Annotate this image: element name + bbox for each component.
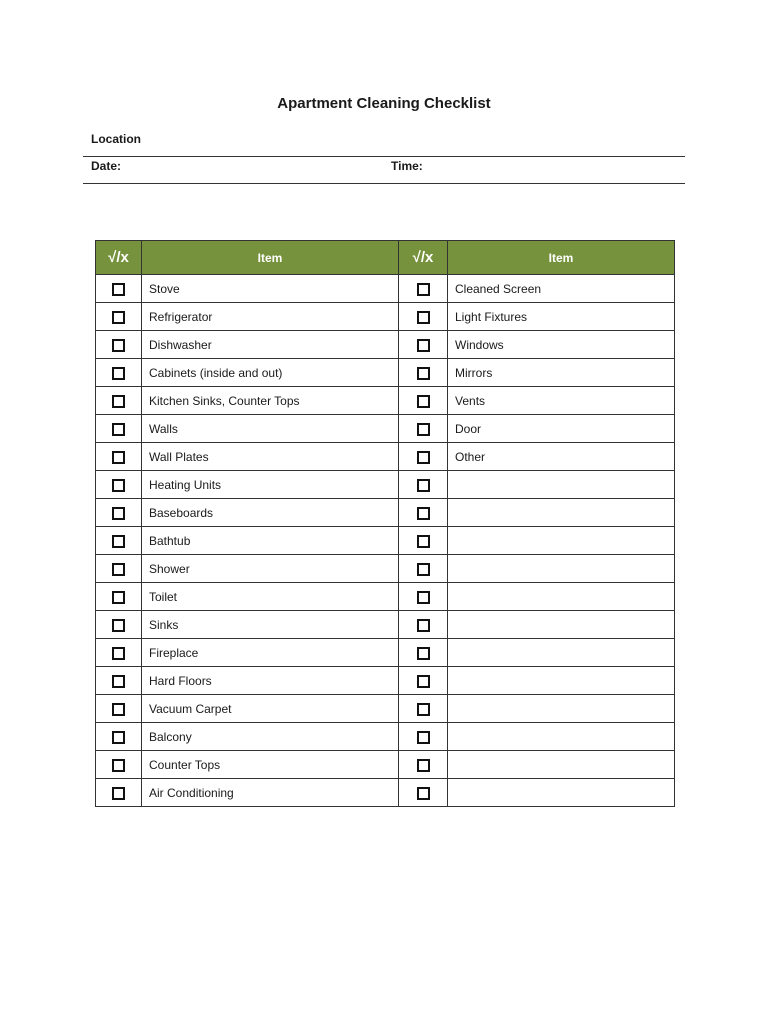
checkbox-cell-right (399, 639, 448, 667)
checkbox-cell-right (399, 303, 448, 331)
checkbox-empty-icon[interactable] (417, 367, 430, 380)
checkbox-cell-left (96, 359, 142, 387)
checkbox-empty-icon[interactable] (112, 647, 125, 660)
checkbox-cell-right (399, 695, 448, 723)
table-row (96, 667, 675, 695)
item-cell-left: Balcony (142, 723, 399, 751)
cleaning-checklist-table (95, 240, 675, 807)
checkbox-cell-right (399, 443, 448, 471)
table-row (96, 499, 675, 527)
item-cell-left: Sinks (142, 611, 399, 639)
table-row (96, 387, 675, 415)
checkbox-empty-icon[interactable] (112, 283, 125, 296)
item-cell-left: Fireplace (142, 639, 399, 667)
table-row (96, 639, 675, 667)
checkbox-cell-right (399, 583, 448, 611)
checkbox-empty-icon[interactable] (112, 703, 125, 716)
checkbox-empty-icon[interactable] (112, 507, 125, 520)
checkbox-empty-icon[interactable] (417, 507, 430, 520)
table-row (96, 695, 675, 723)
item-cell-right: Mirrors (448, 359, 675, 387)
checkbox-cell-left (96, 499, 142, 527)
checkbox-empty-icon[interactable] (417, 451, 430, 464)
checkbox-empty-icon[interactable] (417, 563, 430, 576)
item-cell-left: Hard Floors (142, 667, 399, 695)
checkbox-cell-left (96, 751, 142, 779)
checkbox-empty-icon[interactable] (417, 423, 430, 436)
item-cell-left: Toilet (142, 583, 399, 611)
item-cell-left: Kitchen Sinks, Counter Tops (142, 387, 399, 415)
checkbox-empty-icon[interactable] (417, 787, 430, 800)
item-cell-left: Counter Tops (142, 751, 399, 779)
checkbox-cell-right (399, 779, 448, 807)
checkbox-empty-icon[interactable] (112, 339, 125, 352)
checkbox-cell-right (399, 471, 448, 499)
document-title: Apartment Cleaning Checklist (277, 95, 491, 112)
checkbox-empty-icon[interactable] (112, 563, 125, 576)
item-cell-left: Refrigerator (142, 303, 399, 331)
item-cell-right: Other (448, 443, 675, 471)
checkbox-cell-right (399, 331, 448, 359)
checkbox-cell-right (399, 611, 448, 639)
checkbox-cell-left (96, 695, 142, 723)
checkbox-cell-left (96, 471, 142, 499)
header-item-left: Item (142, 241, 399, 275)
checkbox-empty-icon[interactable] (417, 619, 430, 632)
checkbox-empty-icon[interactable] (112, 675, 125, 688)
checkbox-empty-icon[interactable] (417, 311, 430, 324)
table-header-row (96, 241, 675, 275)
checkbox-empty-icon[interactable] (112, 311, 125, 324)
checkbox-cell-right (399, 667, 448, 695)
item-cell-left: Stove (142, 275, 399, 303)
checklist-rows (96, 275, 675, 807)
item-cell-left: Bathtub (142, 527, 399, 555)
checkbox-empty-icon[interactable] (112, 423, 125, 436)
checkbox-empty-icon[interactable] (417, 703, 430, 716)
checkbox-empty-icon[interactable] (417, 591, 430, 604)
checkbox-cell-left (96, 611, 142, 639)
table-row (96, 443, 675, 471)
checkbox-cell-left (96, 415, 142, 443)
date-time-divider (83, 183, 685, 184)
checkbox-empty-icon[interactable] (417, 339, 430, 352)
item-cell-left: Cabinets (inside and out) (142, 359, 399, 387)
checkbox-empty-icon[interactable] (112, 759, 125, 772)
item-cell-right: Light Fixtures (448, 303, 675, 331)
item-cell-right (448, 471, 675, 499)
checkbox-cell-right (399, 359, 448, 387)
item-cell-left: Dishwasher (142, 331, 399, 359)
checkbox-empty-icon[interactable] (112, 731, 125, 744)
checkbox-cell-right (399, 751, 448, 779)
checkbox-empty-icon[interactable] (112, 535, 125, 548)
table-row (96, 611, 675, 639)
item-cell-right (448, 751, 675, 779)
item-cell-right (448, 695, 675, 723)
item-cell-right: Windows (448, 331, 675, 359)
header-mark-left: √/x (96, 241, 142, 275)
location-divider (83, 156, 685, 157)
checkbox-cell-right (399, 723, 448, 751)
checkbox-empty-icon[interactable] (112, 479, 125, 492)
checkbox-empty-icon[interactable] (112, 787, 125, 800)
checkbox-empty-icon[interactable] (417, 283, 430, 296)
checkbox-cell-left (96, 275, 142, 303)
location-label: Location (91, 132, 141, 146)
checkbox-cell-right (399, 499, 448, 527)
checkbox-cell-right (399, 387, 448, 415)
checkbox-cell-left (96, 639, 142, 667)
item-cell-right: Vents (448, 387, 675, 415)
checkbox-empty-icon[interactable] (112, 451, 125, 464)
item-cell-right (448, 723, 675, 751)
checkbox-empty-icon[interactable] (417, 759, 430, 772)
checkbox-cell-left (96, 723, 142, 751)
item-cell-left: Shower (142, 555, 399, 583)
item-cell-right: Cleaned Screen (448, 275, 675, 303)
item-cell-right (448, 639, 675, 667)
table-row (96, 751, 675, 779)
item-cell-left: Air Conditioning (142, 779, 399, 807)
checkbox-empty-icon[interactable] (112, 367, 125, 380)
table-row (96, 583, 675, 611)
checkbox-cell-left (96, 555, 142, 583)
checkbox-empty-icon[interactable] (417, 395, 430, 408)
checkbox-cell-right (399, 555, 448, 583)
checkbox-cell-left (96, 303, 142, 331)
checkbox-cell-left (96, 443, 142, 471)
checkbox-empty-icon[interactable] (417, 731, 430, 744)
checkbox-empty-icon[interactable] (112, 619, 125, 632)
item-cell-right (448, 499, 675, 527)
table-row (96, 303, 675, 331)
checkbox-cell-left (96, 331, 142, 359)
table-row (96, 723, 675, 751)
checkbox-cell-left (96, 779, 142, 807)
item-cell-right (448, 527, 675, 555)
checkbox-empty-icon[interactable] (417, 647, 430, 660)
header-mark-right: √/x (399, 241, 448, 275)
checkbox-cell-left (96, 527, 142, 555)
table-row (96, 331, 675, 359)
item-cell-left: Wall Plates (142, 443, 399, 471)
item-cell-right (448, 779, 675, 807)
date-label: Date: (91, 159, 122, 173)
checkbox-empty-icon[interactable] (112, 395, 125, 408)
checkbox-cell-right (399, 275, 448, 303)
checkbox-cell-left (96, 387, 142, 415)
item-cell-left: Walls (142, 415, 399, 443)
table-row (96, 275, 675, 303)
item-cell-left: Baseboards (142, 499, 399, 527)
table-row (96, 555, 675, 583)
table-row (96, 359, 675, 387)
table-row (96, 779, 675, 807)
item-cell-right (448, 583, 675, 611)
checkbox-empty-icon[interactable] (417, 479, 430, 492)
item-cell-right: Door (448, 415, 675, 443)
checkbox-empty-icon[interactable] (417, 675, 430, 688)
item-cell-left: Vacuum Carpet (142, 695, 399, 723)
item-cell-right (448, 611, 675, 639)
header-item-right: Item (448, 241, 675, 275)
item-cell-right (448, 667, 675, 695)
item-cell-left: Heating Units (142, 471, 399, 499)
checkbox-empty-icon[interactable] (417, 535, 430, 548)
table-row (96, 471, 675, 499)
time-label: Time: (391, 159, 423, 173)
item-cell-right (448, 555, 675, 583)
checkbox-cell-right (399, 527, 448, 555)
checkbox-cell-left (96, 583, 142, 611)
checkbox-empty-icon[interactable] (112, 591, 125, 604)
checkbox-cell-left (96, 667, 142, 695)
table-row (96, 527, 675, 555)
checkbox-cell-right (399, 415, 448, 443)
table-row (96, 415, 675, 443)
